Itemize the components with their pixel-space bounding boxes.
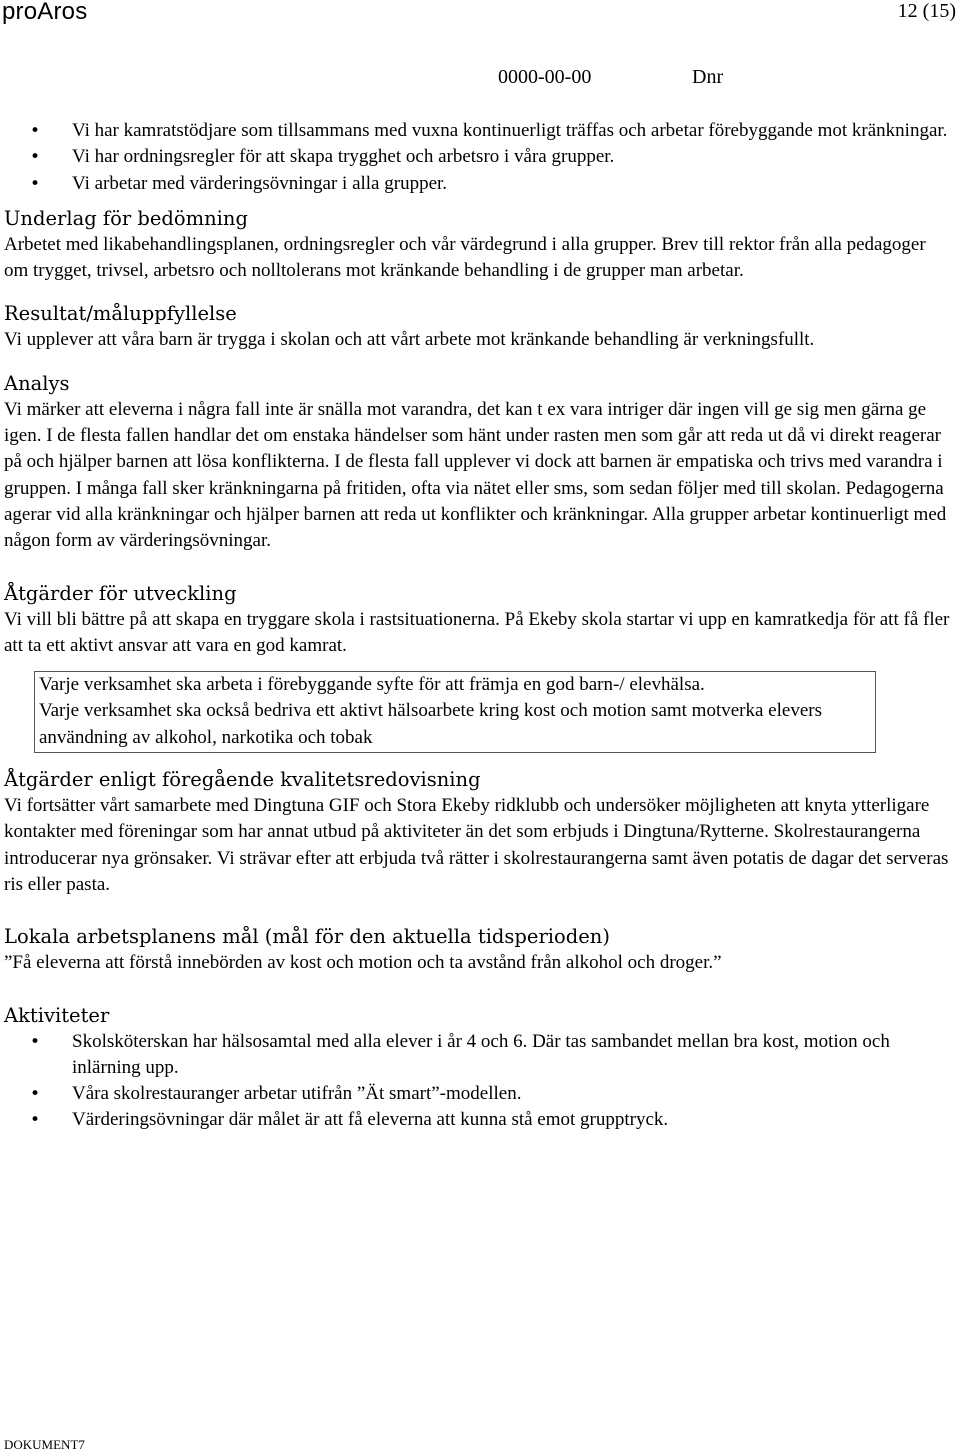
paragraph-lokala-mal: ”Få eleverna att förstå innebörden av kost och motion och ta avstånd från alkohol och droger.” <box>4 952 722 974</box>
list-item: • Värderingsövningar där målet är att få eleverna att kunna stå emot grupptryck. <box>4 1107 954 1133</box>
heading-underlag: Underlag för bedömning <box>4 206 248 230</box>
paragraph-atgarder-foregaende: Vi fortsätter vårt samarbete med Dingtuna GIF och Stora Ekeby ridklubb och undersöker möjligheten att knyta ytterligare kontakter med föreningar som har annat utbud på aktiviteter än det som erbjuds i Dingtuna/Rytterne. Skolrestaurangerna introducerar nya grönsaker. Vi strävar efter att erbjuda två rätter i skolrestaurangerna samt även potatis de dagar det serveras ris eller pasta. <box>4 795 949 895</box>
document-date: 0000-00-00 <box>498 66 592 88</box>
paragraph-resultat: Vi upplever att våra barn är trygga i skolan och att vårt arbete mot kränkande behandling är verkningsfullt. <box>4 329 815 351</box>
list-item: • Vi har kamratstödjare som tillsammans med vuxna kontinuerligt träffas och arbetar förebyggande mot kränkningar. <box>4 118 954 144</box>
heading-lokala-mal: Lokala arbetsplanens mål (mål för den aktuella tidsperioden) <box>4 925 610 949</box>
heading-aktiviteter: Aktiviteter <box>4 1003 110 1027</box>
heading-atgarder: Åtgärder för utveckling <box>4 581 237 605</box>
paragraph-analys: Vi märker att eleverna i några fall inte är snälla mot varandra, det kan t ex vara intriger där ingen vill ge sig men gärna ge igen. I de flesta fallen handlar det om enstaka händelser som hänt under rasten men som går att reda ut då vi direkt reagerar på och hjälper barnen att lösa konflikterna. I de flesta fall upplever vi dock att barnen är empatiska och trivs med varandra i gruppen. I många fall sker kränkningarna på fritiden, ofta via nätet eller sms, som sedan följer med till skolan. Pedagogerna agerar vid alla kränkningar och hjälper barnen att reda ut konflikter och kränkningar. Alla grupper arbetar kontinuerligt med någon form av värderingsövningar. <box>4 398 947 552</box>
document-body <box>4 118 954 1134</box>
paragraph-atgarder: Vi vill bli bättre på att skapa en tryggare skola i rastsituationerna. På Ekeby skola startar vi upp en kamratkedja för att få fler att ta ett aktivt ansvar att vara en god kamrat. <box>4 608 950 656</box>
document-dnr: Dnr <box>692 66 724 88</box>
heading-resultat: Resultat/måluppfyllelse <box>4 302 237 326</box>
page-number: 12 (15) <box>897 0 956 22</box>
framed-requirement-box <box>34 671 876 753</box>
paragraph-underlag: Arbetet med likabehandlingsplanen, ordningsregler och vår värdegrund i alla grupper. Brev till rektor från alla pedagoger om trygget, trivsel, arbetsro och nolltolerans mot kränkande behandling i de grupper man arbetar. <box>4 233 926 282</box>
list-item: • Vi arbetar med värderingsövningar i alla grupper. <box>4 171 954 197</box>
list-item: • Våra skolrestauranger arbetar utifrån ”Ät smart”-modellen. <box>4 1081 954 1107</box>
brand-logo-text: proAros <box>2 0 88 25</box>
box-line-2: Varje verksamhet ska också bedriva ett aktivt hälsoarbete kring kost och motion samt motverka elevers användning av alkohol, narkotika och tobak <box>39 700 822 748</box>
list-item: • Skolsköterskan har hälsosamtal med alla elever i år 4 och 6. Där tas sambandet mellan bra kost, motion och inlärning upp. <box>4 1029 954 1082</box>
intro-bullet-list <box>4 118 954 197</box>
aktiviteter-bullet-list <box>4 1029 954 1134</box>
heading-analys: Analys <box>4 371 70 395</box>
footer-document-code: DOKUMENT7 <box>4 1437 85 1452</box>
heading-atgarder-foregaende: Åtgärder enligt föregående kvalitetsredovisning <box>4 768 481 792</box>
list-item: • Vi har ordningsregler för att skapa trygghet och arbetsro i våra grupper. <box>4 144 954 170</box>
box-line-1: Varje verksamhet ska arbeta i förebyggande syfte för att främja en god barn-/ elevhälsa. <box>39 674 705 696</box>
